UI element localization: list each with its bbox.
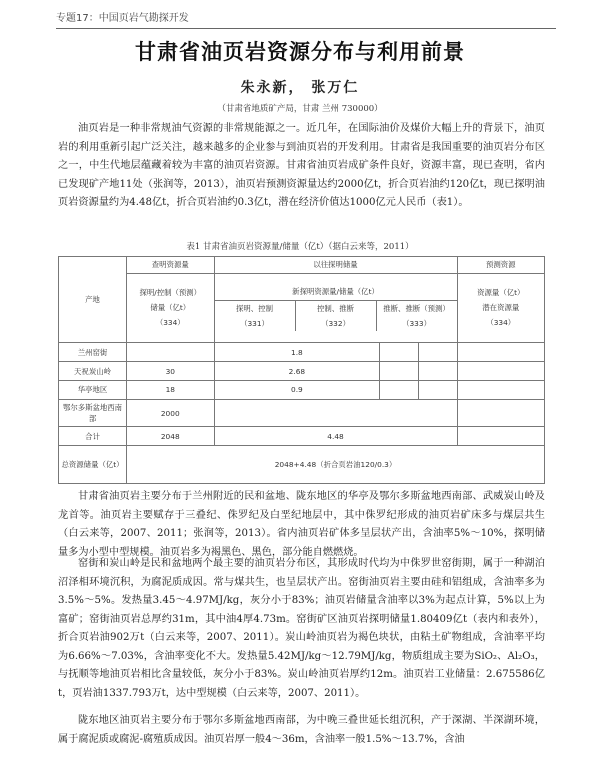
table-row: 华亭地区 18 0.9	[59, 380, 545, 399]
paragraph-minhe: 窑街和炭山岭是民和盆地两个最主要的油页岩分布区，其形成时代均为中侏罗世窑街期，属于一种湖泊沼泽相环境沉积，为腐泥质成因。常与煤共生，也呈层状产出。窑街油页岩主要由硅和铝组成，含油率多为3.5%～5%。发热量3.45～4.97MJ/kg，灰分小于83%；油页岩储量含油率以3%为起点计算，5%以上为富矿；窑街油页岩总厚约31m，其中油4厚4.73m。窑街矿区油页岩探明储量1.80409亿t（表内和表外），折合页岩油902万t（白云来等，2007、2011）。炭山岭油页岩为褐色块状，由粘土矿物组成，含油率平均为6.66%～7.03%，含油率变化不大。发热量5.42MJ/kg～12.79MJ/kg，物质组成主要为SiO₂、Al₂O₃，与抚顺等地油页岩相比含量较低，灰分小于83%。炭山岭油页岩厚约12m。油页岩工业储量：2.675586亿t，页岩油1337.793万t，达中型规模（白云来等，2007、2011）。	[58, 558, 545, 699]
affiliation: （甘肃省地质矿产局，甘肃 兰州 730000）	[217, 104, 383, 114]
col-hist-header: 以往探明储量	[214, 257, 457, 274]
col-prospect-header: 预测资源	[457, 257, 544, 274]
table-row: 兰州窑街 1.8	[59, 343, 545, 362]
table-total-row: 总资源储量（亿t） 2048+4.48（折合页岩油120/0.3）	[59, 446, 545, 484]
header-text: 专题17：中国页岩气勘探开发	[56, 13, 189, 24]
running-header	[56, 6, 556, 29]
table-caption: 表1 甘肃省油页岩资源量/储量（亿t）（据白云来等，2011）	[186, 242, 414, 252]
table-row: 天祝炭山岭 30 2.68	[59, 362, 545, 381]
prev-subheader: 探明/控制（预测） 储量（亿t） （334）	[127, 273, 214, 342]
authors: 朱永新， 张万仁	[240, 80, 360, 96]
prospect-subheader: 资源量（亿t） 潜在资源量 （334）	[457, 273, 544, 342]
col-area-header: 产地	[59, 257, 127, 343]
table-row: 合计 2048 4.48	[59, 427, 545, 446]
paragraph-distribution: 甘肃省油页岩主要分布于兰州附近的民和盆地、陇东地区的华亭及鄂尔多斯盆地西南部、武威炭山岭及龙首等。油页岩主要赋存于三叠纪、侏罗纪及白垩纪地层中，其中侏罗纪形成的油页岩矿床多与煤层共生（白云来等，2007、2011；张润等，2013）。省内油页岩矿体多呈层状产出，含油率5%～10%，探明储量多为小型中型规模。油页岩多为褐黑色、黑色，部分能自燃燃烧。	[58, 491, 545, 558]
article-title: 甘肃省油页岩资源分布与利用前景	[135, 40, 465, 64]
paragraph-longdong: 陇东地区油页岩主要分布于鄂尔多斯盆地西南部，为中晚三叠世延长组沉积，产于深湖、半深湖环境，属于腐泥质或腐泥-腐殖质成因。油页岩厚一般4～36m，含油率一般1.5%～13.7%，含油	[58, 715, 545, 745]
col-proven-header: 查明资源量	[127, 257, 214, 274]
resources-table	[58, 256, 545, 484]
new-exp-subheader: 新探明资源量/储量（亿t） 探明、控制 （331） 控制、推断 （332） 推断、推断（预测） （333）	[214, 273, 457, 342]
paragraph-intro: 油页岩是一种非常规油气资源的非常规能源之一。近几年，在国际油价及煤价大幅上升的背景下，油页岩的利用重新引起广泛关注，越来越多的企业参与到油页岩的开发利用。甘肃省是我国重要的油页岩分布区之一，中生代地层蕴藏着较为丰富的油页岩资源。甘肃省油页岩成矿条件良好，资源丰富，现已查明，省内已发现矿产地11处（张润等，2013），油页岩预测资源量达约2000亿t，折合页岩油约120亿t，现已探明油页岩资源量约为4.48亿t，折合页岩油约0.3亿t，潜在经济价值达1000亿元人民币（表1）。	[58, 123, 545, 208]
table-row: 鄂尔多斯盆地西南部 2000	[59, 399, 545, 426]
